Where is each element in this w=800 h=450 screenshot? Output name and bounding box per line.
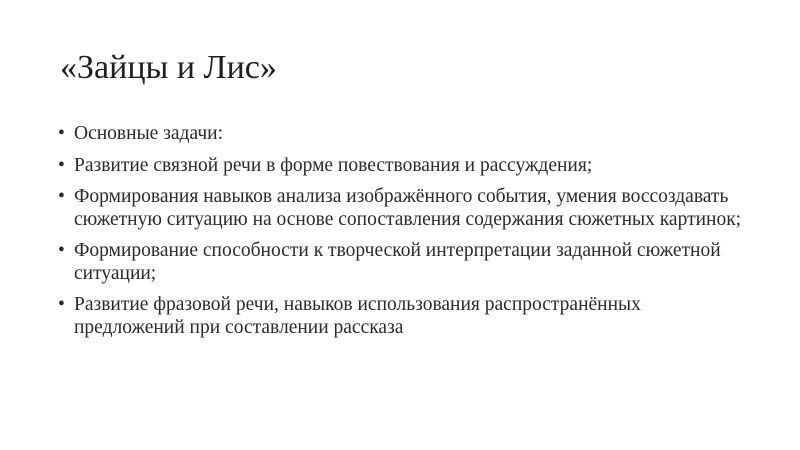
bullet-dot-icon: •	[58, 186, 65, 207]
bullet-text: Формирование способности к творческой интерпретации заданной сюжетной ситуации;	[74, 240, 721, 284]
bullet-list	[58, 123, 748, 348]
bullet-dot-icon: •	[58, 240, 65, 261]
bullet-dot-icon: •	[58, 154, 65, 176]
slide-title: «Зайцы и Лис»	[60, 49, 277, 86]
bullet-text: Развитие фразовой речи, навыков использования распространённых предложений при составлении рассказа	[74, 294, 641, 338]
bullet-text: Основные задачи:	[74, 123, 224, 144]
bullet-text: Формирования навыков анализа изображённого события, умения воссоздавать сюжетную ситуацию на основе сопоставления содержания сюжетных картинок;	[74, 186, 742, 230]
bullet-text: Развитие связной речи в форме повествования и рассуждения;	[74, 154, 593, 176]
bullet-dot-icon: •	[58, 294, 65, 315]
bullet-dot-icon: •	[58, 123, 65, 144]
bullet-item-speech-development	[58, 155, 748, 178]
bullet-item-phrasal-speech	[58, 294, 748, 339]
bullet-item-analysis-skills	[58, 186, 748, 231]
bullet-item-creative-interpretation	[58, 240, 748, 285]
bullet-item-tasks	[58, 123, 748, 146]
